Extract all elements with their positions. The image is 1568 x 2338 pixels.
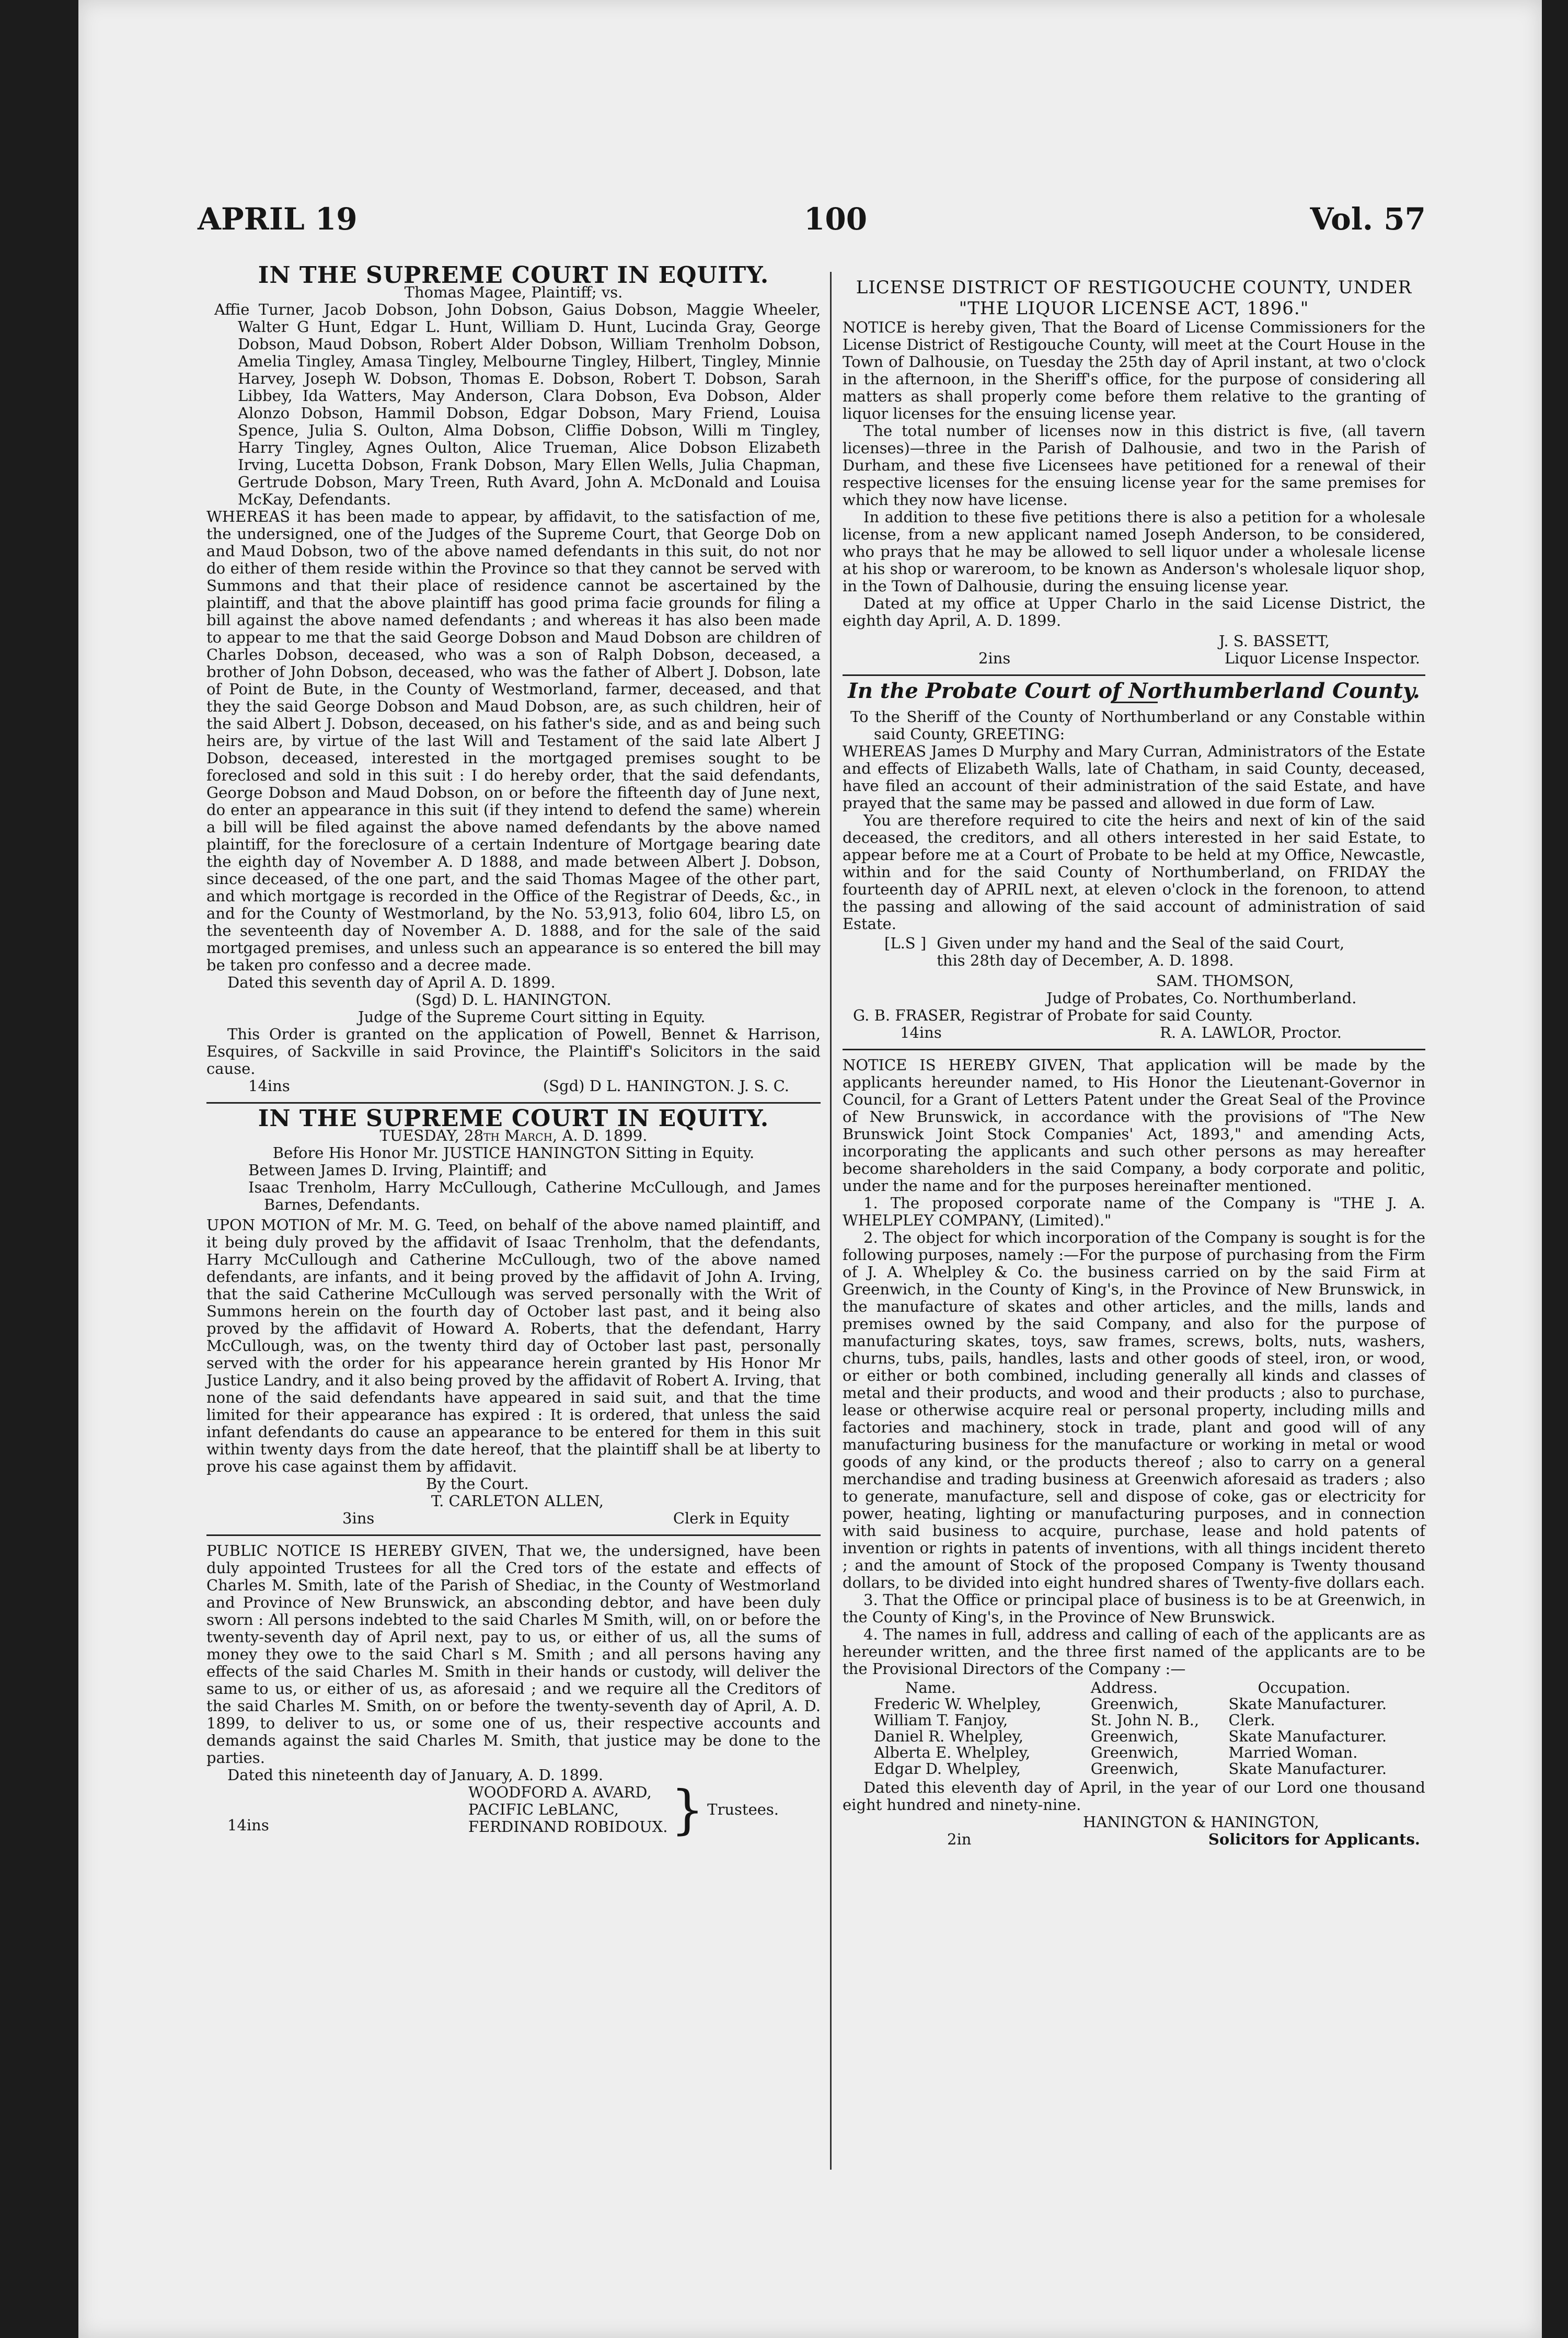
applicant-occupation: Skate Manufacturer. [1228, 1727, 1387, 1745]
right-column [843, 277, 1425, 1848]
applicant-address: Greenwich, [1090, 1727, 1179, 1745]
dated-line: Dated this eleventh day of April, in the year of our Lord one thousand eight hundred and ninety-nine. [843, 1779, 1425, 1814]
signature-title: Judge of the Supreme Court sitting in Equity. [358, 1008, 706, 1026]
notice-incorporation [843, 1057, 1425, 1848]
applicant-occupation: Skate Manufacturer. [1228, 1695, 1387, 1713]
address-line: To the Sheriff of the County of Northumberland or any Constable within said County, GREETING: [850, 708, 1425, 743]
left-column [206, 262, 821, 1840]
applicant-name: Edgar D. Whelpley, [874, 1760, 1021, 1778]
applicant-name: Alberta E. Whelpley, [874, 1744, 1031, 1761]
dated-line: Dated this nineteenth day of January, A. D. 1899. [227, 1766, 604, 1784]
notice-paragraph: WHEREAS James D Murphy and Mary Curran, Administrators of the Estate and effects of Elizabeth Walls, late of Chatham, in said County, deceased, have filed an account of their administration of the said Estate, and have prayed that the same may be passed and allowed in due form of Law. [843, 742, 1425, 812]
notice-body: WHEREAS it has been made to appear, by affidavit, to the satisfaction of me, the undersigned, one of the Judges of the Supreme Court, that George Dob on and Maud Dobson, two of the above named defendants in this suit, do not nor do either of them reside within the Province so that they cannot be served with Summons and that their place of residence cannot be ascertained by the plaintiff, and that the above plaintiff has good prima facie grounds for filing a bill against the above named defendants ; and whereas it has also been made to appear to me that the said George Dobson and Maud Dobson are children of Charles Dobson, deceased, who was a son of Ralph Dobson, deceased, a brother of John Dobson, deceased, who was the father of Albert J. Dobson, late of Point de Bute, in the County of Westmorland, farmer, deceased, and that they the said George Dobson and Maud Dobson, are, as such children, heir of the said Albert J. Dobson, deceased, on his father's side, and as and being such heirs are, by virtue of the last Will and Testament of the said late Albert J Dobson, deceased, interested in the mortgaged premises sought to be foreclosed and sold in this suit : I do hereby order, that the said defendants, George Dobson and Maud Dobson, on or before the fifteenth day of June next, do enter an appearance in this suit (if they intend to defend the same) wherein a bill will be filed against the above named defendants by the above named plaintiff, for the foreclosure of a certain Indenture of Mortgage bearing date the eighth day of November A. D 1888, and made between Albert J. Dobson, since deceased, of the one part, and the said Thomas Magee of the other part, and which mortgage is recorded in the Office of the Registrar of Deeds, &c., in and for the County of Westmorland, by the No. 53,913, folio 604, libro L5, on the seventeenth day of November A. D. 1888, and for the sale of the said mortgaged premises, and unless such an appearance is so entered the bill may be taken pro confesso and a decree made. [206, 508, 821, 974]
signature: HANINGTON & HANINGTON, [1083, 1813, 1319, 1831]
insertions: 3ins [342, 1509, 375, 1527]
signature-secondary: (Sgd) D L. HANINGTON. J. S. C. [543, 1077, 789, 1095]
trustees-label: Trustees. [707, 1801, 779, 1818]
seal-mark: [L.S ] [884, 934, 927, 952]
applicant-occupation: Skate Manufacturer. [1228, 1760, 1387, 1778]
trustee-names [468, 1784, 668, 1836]
signature-title: Clerk in Equity [673, 1509, 789, 1527]
signature: T. CARLETON ALLEN, [431, 1492, 604, 1510]
hearing-date: TUESDAY, 28th March, A. D. 1899. [379, 1127, 648, 1144]
insertions: 2in [947, 1830, 972, 1848]
applicant-occupation: Clerk. [1228, 1711, 1275, 1729]
volume-number: Vol. 57 [1310, 201, 1426, 237]
column-header: Occupation. [1258, 1679, 1351, 1697]
column-header: Address. [1090, 1679, 1158, 1697]
dated-line: Dated at my office at Upper Charlo in the said License District, the eighth day April, A. D. 1899. [843, 594, 1425, 629]
section-rule [843, 1049, 1425, 1050]
applicant-occupation: Married Woman. [1228, 1744, 1358, 1761]
notice-title: In the Probate Court of Northumberland County. [848, 679, 1420, 703]
proctor-line: R. A. LAWLOR, Proctor. [1160, 1024, 1342, 1041]
plaintiff-line: Thomas Magee, Plaintiff; vs. [404, 283, 623, 301]
issue-date: APRIL 19 [198, 201, 358, 237]
between-line: Between James D. Irving, Plaintiff; and [248, 1161, 547, 1179]
defendants-list: Isaac Trenholm, Harry McCullough, Catherine McCullough, and James Barnes, Defendants. [248, 1178, 821, 1213]
trustee-name: WOODFORD A. AVARD, [468, 1783, 652, 1801]
registrar-line: G. B. FRASER, Registrar of Probate for said County. [853, 1006, 1253, 1024]
applicant-name: Frederic W. Whelpley, [874, 1695, 1042, 1713]
notice-paragraph: In addition to these five petitions there is also a petition for a wholesale license, from a new applicant named Joseph Anderson, to be considered, who prays that he may be allowed to sell liquor under a wholesale license at his shop or wareroom, to be known as Anderson's wholesale liquor shop, in the Town of Dalhousie, during the ensuing license year. [843, 508, 1425, 595]
notice-title: LICENSE DISTRICT OF RESTIGOUCHE COUNTY, UNDER "THE LIQUOR LICENSE ACT, 1896." [856, 277, 1412, 319]
section-rule [843, 674, 1425, 676]
trustee-name: FERDINAND ROBIDOUX. [468, 1818, 668, 1836]
signature: (Sgd) D. L. HANINGTON. [416, 991, 612, 1008]
given-line: Given under my hand and the Seal of the said Court, this 28th day of December, A. D. 1898. [937, 934, 1345, 969]
signature: SAM. THOMSON, [1156, 972, 1294, 990]
signature-title: Liquor License Inspector. [1224, 649, 1420, 667]
notice-title: IN THE SUPREME COURT IN EQUITY. [258, 262, 769, 289]
notice-paragraph: The total number of licenses now in this district is five, (all tavern licenses)—three in the Parish of Dalhousie, and two in the Parish of Durham, and these five Licensees have petitioned for a renewal of their respective licenses for the ensuing license year for the same premises for which they now have license. [843, 422, 1425, 509]
applicant-address: Greenwich, [1090, 1695, 1179, 1713]
applicant-address: Greenwich, [1090, 1760, 1179, 1778]
table-row [843, 1761, 1425, 1777]
before-line: Before His Honor Mr. JUSTICE HANINGTON Sitting in Equity. [272, 1144, 755, 1162]
table-header-row [843, 1680, 1425, 1696]
table-row [843, 1712, 1425, 1728]
notice-paragraph: 3. That the Office or principal place of business is to be at Greenwich, in the County of King's, in the Province of New Brunswick. [843, 1591, 1425, 1626]
applicant-address: Greenwich, [1090, 1744, 1179, 1761]
page-number: 100 [804, 201, 868, 237]
applicant-address: St. John N. B., [1090, 1711, 1200, 1729]
notice-paragraph: NOTICE is hereby given, That the Board of License Commissioners for the License District of Restigouche County, will meet at the Court House in the Town of Dalhousie, on Tuesday the 25th day of April instant, at two o'clock in the afternoon, in the Sheriff's office, for the purpose of considering all matters as shall properly come before them relative to the granting of liquor licenses for the ensuing license year. [843, 318, 1425, 422]
table-row [843, 1696, 1425, 1712]
order-text: This Order is granted on the application of Powell, Bennet & Harrison, Esquires, of Sackville in said Province, the Plaintiff's Solicitors in the said cause. [206, 1025, 821, 1078]
notice-trustees [206, 1542, 821, 1840]
defendants-list: Affie Turner, Jacob Dobson, John Dobson, Gaius Dobson, Maggie Wheeler, Walter G Hunt, Edgar L. Hunt, William D. Hunt, Lucinda Gray, George Dobson, Maud Dobson, Robert Alder Dobson, William Trenholm Dobson, Amelia Tingley, Amasa Tingley, Melbourne Tingley, Hilbert, Tingley, Minnie Harvey, Joseph W. Dobson, Thomas E. Dobson, Robert T. Dobson, Sarah Libbey, Ida Watters, May Anderson, Clara Dobson, Eva Dobson, Alder Alonzo Dobson, Hammil Dobson, Edgar Dobson, Mary Friend, Louisa Spence, Julia S. Oulton, Alma Dobson, Cliffie Dobson, Willi m Tingley, Harry Tingley, Agnes Oulton, Alice Trueman, Alice Dobson Elizabeth Irving, Lucetta Dobson, Frank Dobson, Mary Ellen Wells, Julia Chapman, Gertrude Dobson, Mary Treen, Ruth Avard, John A. McDonald and Louisa McKay, Defendants. [214, 301, 821, 508]
signature-title: Solicitors for Applicants. [1208, 1830, 1420, 1848]
insertions: 2ins [978, 649, 1011, 667]
notice-paragraph: NOTICE IS HEREBY GIVEN, That application will be made by the applicants hereunder named, to His Honor the Lieutenant-Governor in Council, for a Grant of Letters Patent under the Great Seal of the Province of New Brunswick, in accordance with the provisions of "The New Brunswick Joint Stock Companies' Act, 1893," and amending Acts, incorporating the applicants and such other persons as may hereafter become shareholders in the said Company, a body corporate and politic, under the name and for the purposes hereinafter mentioned. [843, 1056, 1425, 1195]
applicant-name: Daniel R. Whelpley, [874, 1727, 1024, 1745]
applicant-name: William T. Fanjoy, [874, 1711, 1008, 1729]
notice-liquor-license [843, 277, 1425, 667]
insertions: 14ins [227, 1816, 269, 1834]
table-row [843, 1745, 1425, 1761]
section-rule [206, 1102, 821, 1104]
notice-equity-irving [206, 1105, 821, 1527]
by-court: By the Court. [426, 1475, 529, 1493]
signature-title: Judge of Probates, Co. Northumberland. [1046, 989, 1357, 1007]
notice-equity-magee [206, 262, 821, 1095]
notice-paragraph: You are therefore required to cite the heirs and next of kin of the said deceased, the creditors, and all others interested in her said Estate, to appear before me at a Court of Probate to be held at my Office, Newcastle, within and for the said County of Northumberland, on FRIDAY the fourteenth day of APRIL next, at eleven o'clock in the forenoon, to attend the passing and allowing of the said account of administration of said Estate. [843, 811, 1425, 933]
column-header: Name. [905, 1679, 956, 1697]
insertions: 14ins [900, 1024, 942, 1041]
signature: J. S. BASSETT, [1219, 632, 1330, 650]
notice-title: IN THE SUPREME COURT IN EQUITY. [258, 1105, 769, 1132]
notice-body: UPON MOTION of Mr. M. G. Teed, on behalf of the above named plaintiff, and it being duly proved by the affidavit of Isaac Trenholm, that the defendants, Harry McCullough and Catherine McCullough, two of the above named defendants, are infants, and it being proved by the affidavit of John A. Irving, that the said Catherine McCullough was served personally with the Writ of Summons herein on the fourth day of October last past, and it being also proved by the affidavit of Howard A. Roberts, that the defendant, Harry McCullough, was, on the twenty third day of October last past, personally served with the order for his appearance herein granted by His Honor Mr Justice Landry, and it also being proved by the affidavit of Robert A. Irving, that none of the said defendants have appeared in said suit, and that the time limited for their appearance has expired : It is ordered, that unless the said infant defendants do cause an appearance to be entered for them in this suit within twenty days from the date hereof, that the plaintiff shall be at liberty to prove his case against them by affidavit. [206, 1216, 821, 1475]
column-divider [830, 272, 832, 2170]
notice-probate [843, 679, 1425, 1041]
trustee-name: PACIFIC LeBLANC, [468, 1801, 619, 1818]
table-row [843, 1728, 1425, 1745]
applicants-table [843, 1680, 1425, 1777]
brace-glyph: } [671, 1779, 705, 1840]
page-header [198, 201, 1426, 248]
insertions: 14ins [248, 1077, 290, 1095]
dated-line: Dated this seventh day of April A. D. 1899. [227, 973, 556, 991]
notice-paragraph: 1. The proposed corporate name of the Company is "THE J. A. WHELPLEY COMPANY, (Limited)." [843, 1194, 1425, 1229]
notice-paragraph: 2. The object for which incorporation of the Company is sought is for the following purposes, namely :—For the purpose of purchasing from the Firm of J. A. Whelpley & Co. the business carried on by the said Firm at Greenwich, in the County of King's, in the Province of New Brunswick, in the manufacture of skates and other articles, and the mills, lands and premises owned by the said Company, and also for the purpose of manufacturing skates, toys, saw frames, screws, bolts, nuts, washers, churns, tubs, pails, handles, lasts and other goods of steel, iron, or wood, or either or both combined, including generally all kinds and classes of metal and their products, and wood and their products ; also to purchase, lease or otherwise acquire real or personal property, including mills and factories and machinery, stock in trade, plant and good will of any manufacturing business for the manufacture or working in metal or wood goods of any kind, or the products thereof ; also to carry on a general merchandise and trading business at Greenwich aforesaid as traders ; also to generate, manufacture, sell and dispose of coke, gas or electricity for power, heating, lighting or manufacturing purposes, and in connection with said business to acquire, purchase, lease and hold patents of invention or rights in patents of inventions, with all things incident thereto ; and the amount of Stock of the proposed Company is Twenty thousand dollars, to be divided into eight hundred shares of Twenty-five dollars each. [843, 1229, 1425, 1591]
notice-paragraph: 4. The names in full, address and calling of each of the applicants are as hereunder written, and the three first named of the applicants are to be the Provisional Directors of the Company :— [843, 1625, 1425, 1678]
notice-body: PUBLIC NOTICE IS HEREBY GIVEN, That we, the undersigned, have been duly appointed Trustees for all the Cred tors of the estate and effects of Charles M. Smith, late of the Parish of Shediac, in the County of Westmorland and Province of New Brunswick, an absconding debtor, and have been duly sworn : All persons indebted to the said Charles M Smith, will, on or before the twenty-seventh day of April next, pay to us, or either of us, all the sums of money they owe to the said Charl s M. Smith ; and all persons having any effects of the said Charles M. Smith in their hands or custody, will deliver the same to us, or either of us, as aforesaid ; and we require all the Creditors of the said Charles M. Smith, on or before the twenty-seventh day of April, A. D. 1899, to deliver to us, or some one of us, their respective accounts and demands against the said Charles M. Smith, that justice may be done to the parties. [206, 1542, 821, 1767]
section-rule [206, 1534, 821, 1536]
